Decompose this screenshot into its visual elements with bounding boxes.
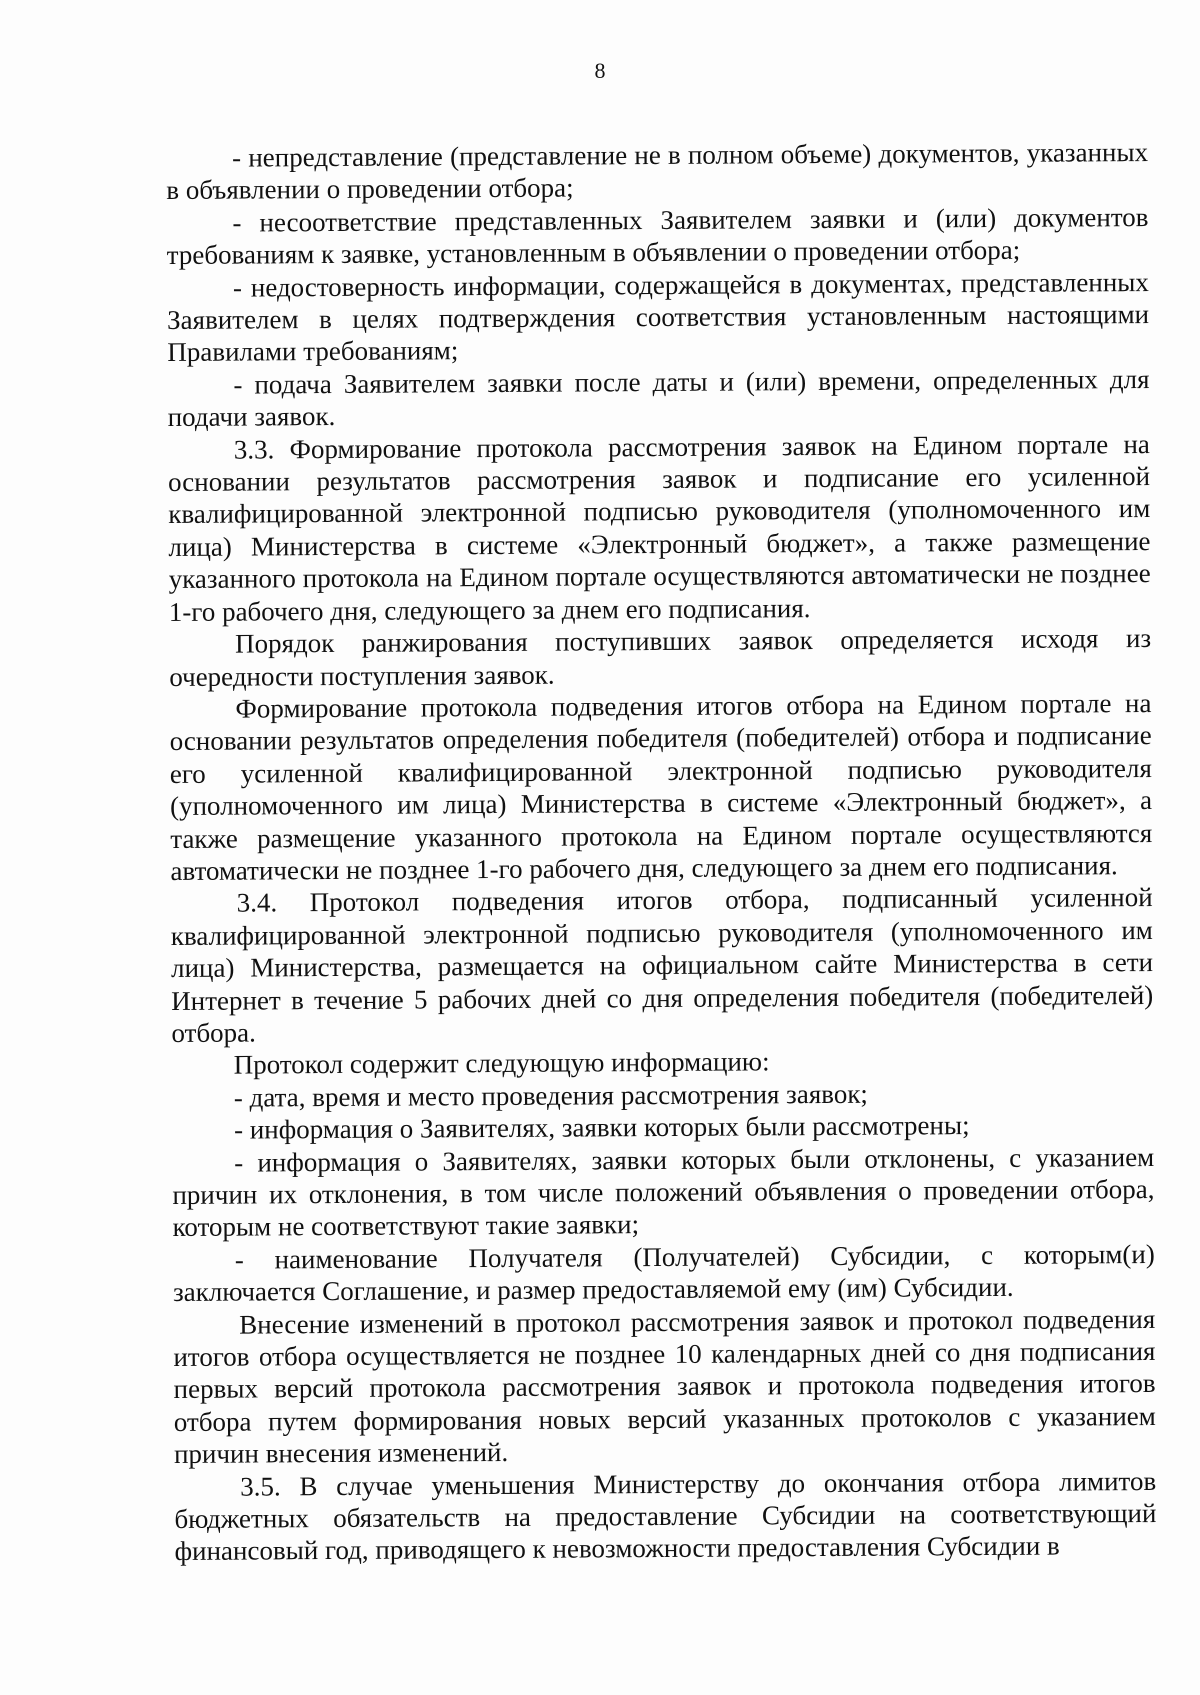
paragraph-section-3-3: 3.3. Формирование протокола рассмотрения заявок на Едином портале на основании результатов рассмотрения заявок и подписание его усиленной квалифицированной электронной подписью руководителя (уполномоченного им лица) Министерства в системе «Электронный бюджет», а также размещение указанного протокола на Едином портале осуществляются автоматически не позднее 1-го рабочего дня, следующего за днем его подписания.: [167, 428, 1151, 627]
paragraph-ranking-order: Порядок ранжирования поступивших заявок определяется исходя из очередности поступления заявок.: [169, 623, 1152, 692]
paragraph-section-3-5: 3.5. В случае уменьшения Министерству до окончания отбора лимитов бюджетных обязательств на предоставление Субсидии на соответствующий финансовый год, приводящего к невозможности предоставления Субсидии в: [174, 1465, 1157, 1567]
paragraph-nonconformity: - несоответствие представленных Заявителем заявки и (или) документов требованиям к заявке, установленным в объявлении о проведении отбора;: [166, 201, 1149, 271]
paragraph-nonsubmission: - непредставление (представление не в полном объеме) документов, указанных в объявлении о проведении отбора;: [166, 137, 1149, 206]
document-body: [166, 136, 1157, 1568]
paragraph-late-submission: - подача Заявителем заявки после даты и (или) времени, определенных для подачи заявок.: [167, 363, 1150, 433]
page-number: 8: [594, 58, 606, 83]
list-item-recipient-name: - наименование Получателя (Получателей) Субсидии, с которым(и) заключается Соглашение, и размер предоставляемой ему (им) Субсидии.: [172, 1238, 1155, 1308]
list-item-date-time-place: - дата, время и место проведения рассмотрения заявок;: [233, 1078, 868, 1113]
list-item-rejected-applicants: - информация о Заявителях, заявки которых были отклонены, с указанием причин их отклонения, в том числе положений объявления о проведении отбора, которым не соответствуют такие заявки;: [172, 1141, 1155, 1243]
list-item-reviewed-applicants: - информация о Заявителях, заявки которых были рассмотрены;: [233, 1110, 970, 1145]
paragraph-section-3-4: 3.4. Протокол подведения итогов отбора, подписанный усиленной квалифицированной электронной подписью руководителя (уполномоченного им лица) Министерства, размещается на официальном сайте Министерства в сети Интернет в течение 5 рабочих дней со дня определения победителя (победителей) отбора.: [170, 882, 1154, 1048]
paragraph-unreliability: - недостоверность информации, содержащейся в документах, представленных Заявителем в целях подтверждения соответствия установленным настоящими Правилами требованиям;: [166, 266, 1150, 368]
paragraph-protocol-amendments: Внесение изменений в протокол рассмотрения заявок и протокол подведения итогов отбора осуществляется не позднее 10 календарных дней со дня подписания первых версий протокола рассмотрения заявок и протокола подведения итогов отбора путем формирования новых версий указанных протоколов с указанием причин внесения изменений.: [173, 1303, 1156, 1470]
paragraph-results-protocol: Формирование протокола подведения итогов отбора на Едином портале на основании результатов определения победителя (победителей) отбора и подписание его усиленной квалифицированной электронной подписью руководителя (уполномоченного им лица) Министерства в системе «Электронный бюджет», а также размещение указанного протокола на Едином портале осуществляются автоматически не позднее 1-го рабочего дня, следующего за днем его подписания.: [169, 687, 1153, 886]
paragraph-protocol-contents-intro: Протокол содержит следующую информацию:: [233, 1046, 770, 1080]
